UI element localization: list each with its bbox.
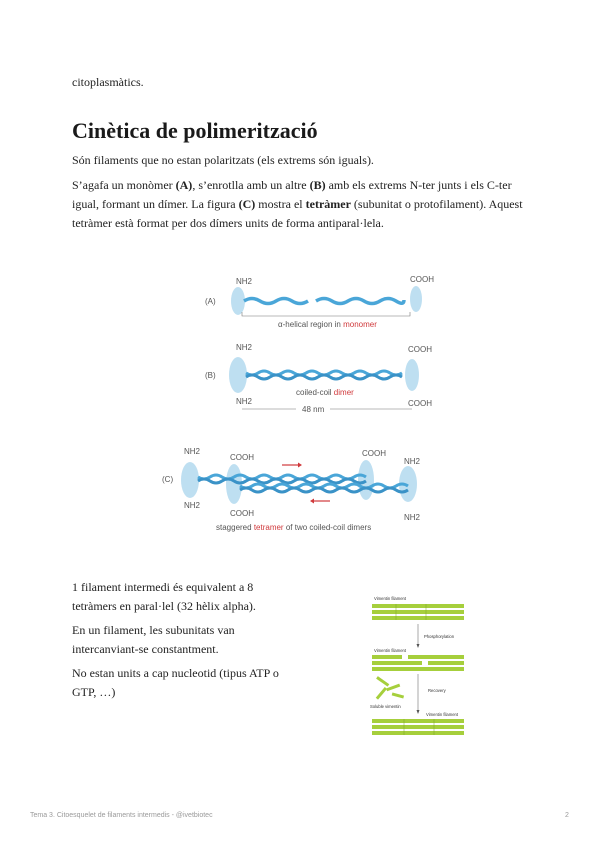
p2-term-tetramer: tetràmer: [305, 197, 351, 211]
filament-mid-bar-1: [372, 655, 402, 659]
p2-text-e: amb els extrems N-ter junts i els C-ter igual, formant un dímer. La figura: [72, 178, 512, 211]
recovery-label: Recovery: [428, 688, 446, 693]
monomer-helix-2: [316, 299, 404, 304]
filament-mid-bar-5: [372, 667, 464, 671]
tetramer-cap-right: [358, 460, 374, 500]
soluble-subunit-1: [376, 676, 389, 686]
row-c-caption: [216, 523, 371, 532]
page-number: 2: [565, 812, 569, 819]
row-b-caption-pre: coiled-coil: [296, 388, 334, 397]
recovery-arrow-head: [417, 710, 420, 714]
row-b-caption: [296, 388, 354, 397]
row-b-tag: (B): [205, 371, 216, 380]
tetramer-arrow-right-head: [298, 463, 302, 468]
row-a-caption-pre: α-helical region in: [278, 320, 344, 329]
intro-line: citoplasmàtics.: [72, 75, 144, 89]
filament-top-bar-1: [372, 604, 464, 608]
dimer-strand-2: [246, 375, 402, 379]
row-b-nh2-bottom: NH2: [236, 397, 253, 406]
vimentin-bottom-label: Vimentin filament: [426, 712, 459, 717]
filament-bottom-bar-1: [372, 719, 464, 723]
p2-text-a: S’agafa un monòmer: [72, 178, 176, 192]
row-a-tag: (A): [205, 297, 216, 306]
row-c-caption-post: of two coiled-coil dimers: [283, 523, 372, 532]
p2-ref-c: (C): [238, 197, 256, 211]
p2-ref-b: (B): [309, 178, 326, 192]
p2-text-i: (subunitat o protofilament). Aquest tetràmer està format per dos dímers units de forma antiparal·lela.: [72, 197, 523, 230]
filament-bottom-bar-2: [372, 725, 464, 729]
row-a-cooh: COOH: [410, 275, 434, 284]
phosphorylation-label: Phosphorylation: [424, 634, 455, 639]
paragraph-tetramer: [72, 176, 532, 233]
filament-mid-bar-3: [372, 661, 422, 665]
row-c-cooh-bl: COOH: [230, 509, 254, 518]
p2-text-c: , s’enrotlla amb un altre: [192, 178, 310, 192]
tetramer-strand-1: [198, 475, 366, 479]
row-c-nh2-tl: NH2: [184, 447, 201, 456]
monomer-bracket: [242, 312, 410, 316]
row-c-caption-red: tetramer: [253, 523, 284, 532]
filament-bottom-bar-3: [372, 731, 464, 735]
dimer-head: [229, 357, 247, 393]
row-b-cooh-top: COOH: [408, 345, 432, 354]
row-b-length: 48 nm: [302, 405, 325, 414]
monomer-helix-1: [244, 299, 308, 304]
paragraph-nucleotide: No estan units a cap nucleotid (tipus ATP o GTP, …): [72, 666, 279, 699]
row-a-caption-red: monomer: [343, 320, 377, 329]
row-c-cooh-tl: COOH: [230, 453, 254, 462]
tetramer-strand-4: [240, 488, 408, 492]
monomer-head: [231, 287, 245, 315]
row-b-cooh-bottom: COOH: [408, 399, 432, 408]
filament-mid-bar-4: [428, 661, 464, 665]
filament-mid-bar-2: [408, 655, 464, 659]
tetramer-arrow-left-head: [310, 499, 314, 504]
dimer-tail: [405, 359, 419, 391]
phosphorylation-arrow-head: [417, 644, 420, 648]
paragraph-equivalence: 1 filament intermedi és equivalent a 8 tetràmers en paral·lel (32 hèlix alpha).: [72, 580, 256, 613]
paragraph-exchange: En un filament, les subunitats van intercanviant-se constantment.: [72, 623, 235, 656]
tetramer-head-left: [181, 462, 199, 498]
soluble-subunit-4: [392, 692, 404, 698]
p2-ref-a: (A): [175, 178, 193, 192]
intermediate-filament-assembly-figure: [160, 268, 450, 540]
vimentin-mid-label: Vimentin filament: [374, 648, 407, 653]
row-c-tag: (C): [162, 475, 174, 484]
row-c-caption-pre: staggered: [216, 523, 254, 532]
tetramer-strand-3: [240, 484, 408, 488]
row-c-nh2-bl: NH2: [184, 501, 201, 510]
tetramer-strand-2: [198, 479, 366, 483]
filament-top-bar-3: [372, 616, 464, 620]
row-c-cooh-tr: COOH: [362, 449, 386, 458]
monomer-tail: [410, 286, 422, 312]
row-c-nh2-tr: NH2: [404, 457, 421, 466]
footer-text: Tema 3. Citoesquelet de filaments intermedis - @ivetbiotec: [30, 812, 213, 819]
vimentin-top-label: Vimentin filament: [374, 596, 407, 601]
row-b-nh2-top: NH2: [236, 343, 253, 352]
soluble-vimentin-label: Soluble vimentin: [370, 704, 401, 709]
vimentin-exchange-diagram: [368, 594, 468, 738]
p2-text-g: mostra el: [255, 197, 306, 211]
paragraph-polarity: Són filaments que no estan polaritzats (els extrems són iguals).: [72, 153, 374, 167]
soluble-subunit-3: [376, 687, 387, 700]
filament-top-bar-2: [372, 610, 464, 614]
row-c-nh2-br: NH2: [404, 513, 421, 522]
row-b-caption-red: dimer: [333, 388, 354, 397]
row-a-nh2: NH2: [236, 277, 253, 286]
section-title: Cinètica de polimerització: [72, 118, 318, 143]
row-a-caption: [278, 320, 377, 329]
